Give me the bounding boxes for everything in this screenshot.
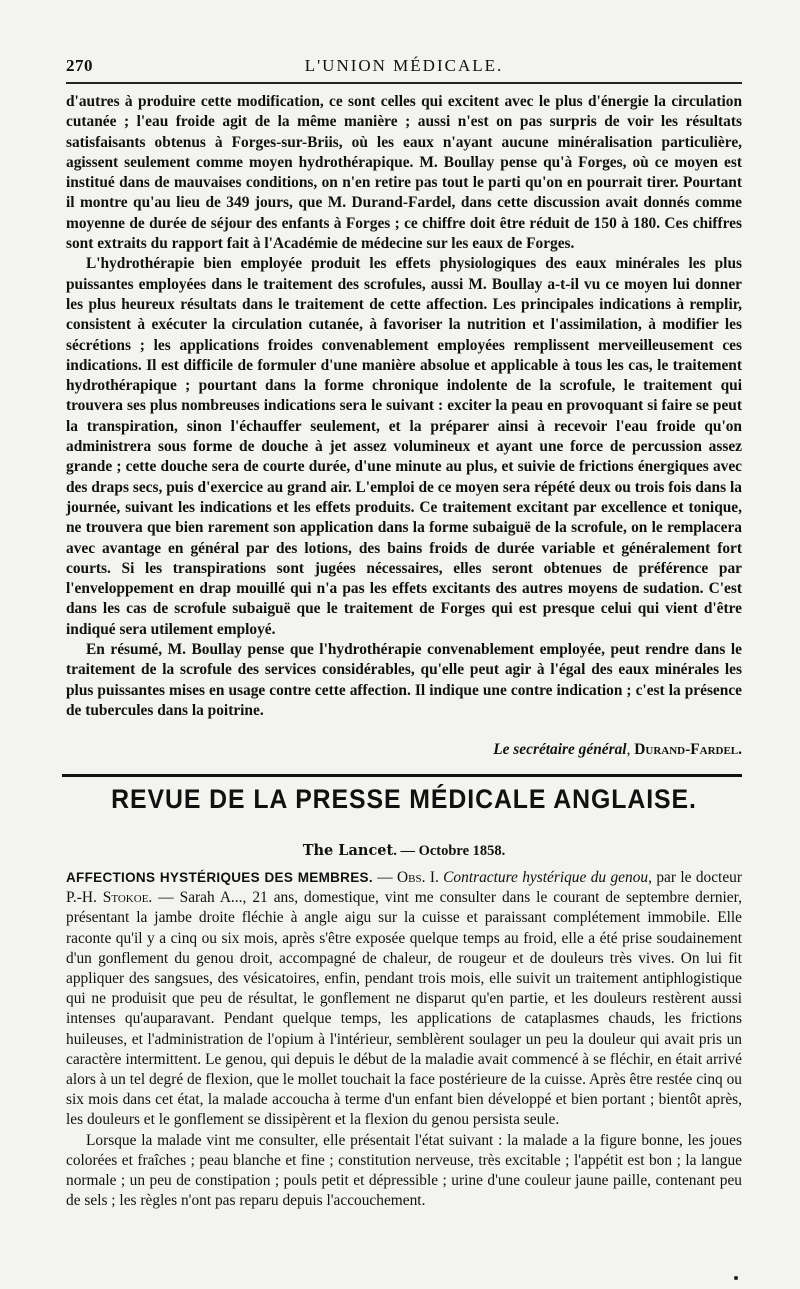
header-rule bbox=[66, 82, 742, 84]
signature-role: Le secrétaire général bbox=[493, 741, 627, 758]
author-name: P.-H. Stokoe. bbox=[66, 889, 153, 907]
section-divider bbox=[62, 774, 742, 777]
case-title: Contracture hystérique du genou bbox=[443, 869, 649, 886]
academy-report-text bbox=[66, 92, 742, 721]
signature bbox=[66, 740, 742, 760]
article-body bbox=[66, 868, 742, 1211]
paragraph: L'hydrothérapie bien employée produit les effets physiologiques des eaux minérales les plus puissantes employées dans le traitement des scrofules, aussi M. Boullay a-t-il vu ce moyen lui donner les plus heureux résultats dans le traitement de cette affection. Les principales indications à remplir, consistent à exécuter la circulation cutanée, à favoriser la nutrition et l'assimilation, à modifier les sécrétions ; les applications froides convenablement employées remplissent merveilleusement ces indications. Il est difficile de formuler d'une manière absolue et applicable à tous les cas, le traitement hydrothérapique ; pourtant dans la forme chronique indolente de la scrofule, le traitement qui trouvera ses plus nombreuses indications sera le suivant : exciter la peau en provoquant si faire se peut la transpiration, sinon l'échauffer seulement, et la préparer ainsi à recevoir l'eau froide qu'on administrera sous forme de douche à jet assez volumineux et ayant une force de percussion assez grande ; cette douche sera de courte durée, d'une minute au plus, et suivie de frictions énergiques avec des draps secs, puis d'exercice au grand air. L'emploi de ce moyen sera répété deux ou trois fois dans la journée, suivant les indications et les effets produits. Ce traitement excitant par excellence et tonique, ne trouvera que bien rarement son application dans la forme subaiguë de la scrofule, on le remplacera avec avantage en général par des lotions, des bains froids de durée variable et généralement fort courts. Si les transpirations sont jugées nécessaires, elles seront obtenues de préférence par l'enveloppement en drap mouillé qui n'a pas les effets excitants des autres moyens de sudation. C'est dans les cas de scrofule subaiguë que le traitement de Forges qui est presque celui qui vient d'être indiqué sera utilement employé. bbox=[66, 255, 742, 638]
ink-speck bbox=[734, 1276, 738, 1280]
section-title: REVUE DE LA PRESSE MÉDICALE ANGLAISE. bbox=[111, 784, 697, 814]
paragraph: Lorsque la malade vint me consulter, elle présentait l'état suivant : la malade a la figure bonne, les joues colorées et fraîches ; peau blanche et fine ; constitution nerveuse, très excitable ; l'appétit est bon ; la langue normale ; un peu de constipation ; pouls petit et dépressible ; urine d'une couleur jaune paille, contenant peu de sels ; les règles n'ont pas reparu depuis l'accouchement. bbox=[66, 1131, 742, 1210]
page-number: 270 bbox=[66, 56, 93, 75]
by-text: , par le docteur bbox=[648, 869, 742, 886]
signature-name: Durand-Fardel. bbox=[634, 741, 742, 758]
page-header bbox=[66, 52, 742, 76]
article-first-paragraph bbox=[66, 868, 742, 1131]
issue-date: Octobre 1858. bbox=[418, 843, 506, 859]
source-line bbox=[66, 842, 742, 860]
paragraph: d'autres à produire cette modification, ce sont celles qui excitent avec le plus d'énergie la circulation cutanée ; l'eau froide agit de la même manière ; aussi n'est on pas surpris de voir les résultats satisfaisants obtenus à Forges-sur-Briis, où les eaux n'ayant aucune minéralisation particulière, agissent seulement comme moyen hydrothérapique. M. Boullay pense qu'à Forges, où ce moyen est institué dans de mauvaises conditions, on n'en retire pas tout le parti qu'on en pourrait tirer. Pourtant il montre qu'au lieu de 349 jours, que M. Durand-Fardel, dans cette discussion avait donnés comme moyenne de durée de séjour des enfants à Forges ; ce chiffre doit être réduit de 150 à 180. Ces chiffres sont extraits du rapport fait à l'Académie de médecine sur les eaux de Forges. bbox=[66, 93, 742, 253]
paragraph-text: — Sarah A..., 21 ans, domestique, vint me consulter dans le courant de septembre dernier, présentant la jambe droite fléchie à angle aigu sur la cuisse et paraissant complétement immobile. Elle raconte qu'il y a cinq ou six mois, après s'être exposée quelque temps au froid, elle a été prise soudainement d'un gonflement du genou droit, accompagné de chaleur, de rougeur et de douleurs très vives. On lui fit appliquer des sangsues, des vésicatoires, enfin, pendant trois mois, elle suivit un traitement antiphlogistique qui ne produisit que peu de résultat, le gonflement ne disparut qu'en partie, et les douleurs restèrent aussi intenses qu'auparavant. Pendant quelque temps, les applications de cataplasmes chauds, les frictions huileuses, et l'administration de l'opium à l'intérieur, semblèrent soulager un peu la douleur qui avait pris un caractère intermittent. Le genou, qui depuis le début de la maladie avait commencé à se fléchir, en était arrivé alors à un tel degré de flexion, que le mollet touchait la face postérieure de la cuisse. Après être restée cinq ou six mois dans cet état, la malade accoucha à terme d'un enfant bien développé et bien portant ; bientôt après, les douleurs et le gonflement se dissipèrent et la flexion du genou persista seule. bbox=[66, 889, 742, 1129]
signature-separator: , bbox=[626, 741, 635, 758]
running-title: L'UNION MÉDICALE. bbox=[304, 56, 504, 75]
article-heading: AFFECTIONS HYSTÉRIQUES DES MEMBRES. bbox=[66, 870, 373, 885]
paragraph: En résumé, M. Boullay pense que l'hydrothérapie convenablement employée, peut rendre dans le traitement de la scrofule des services considérables, qu'elle peut agir à l'égal des eaux minérales les plus puissantes mises en usage contre cette affection. Il indique une contre indication ; c'est la présence de tubercules dans la poitrine. bbox=[66, 641, 742, 719]
observation-label: — Obs. I. bbox=[372, 869, 444, 886]
date-separator: . — bbox=[393, 843, 419, 859]
journal-name: The Lancet bbox=[302, 842, 394, 859]
